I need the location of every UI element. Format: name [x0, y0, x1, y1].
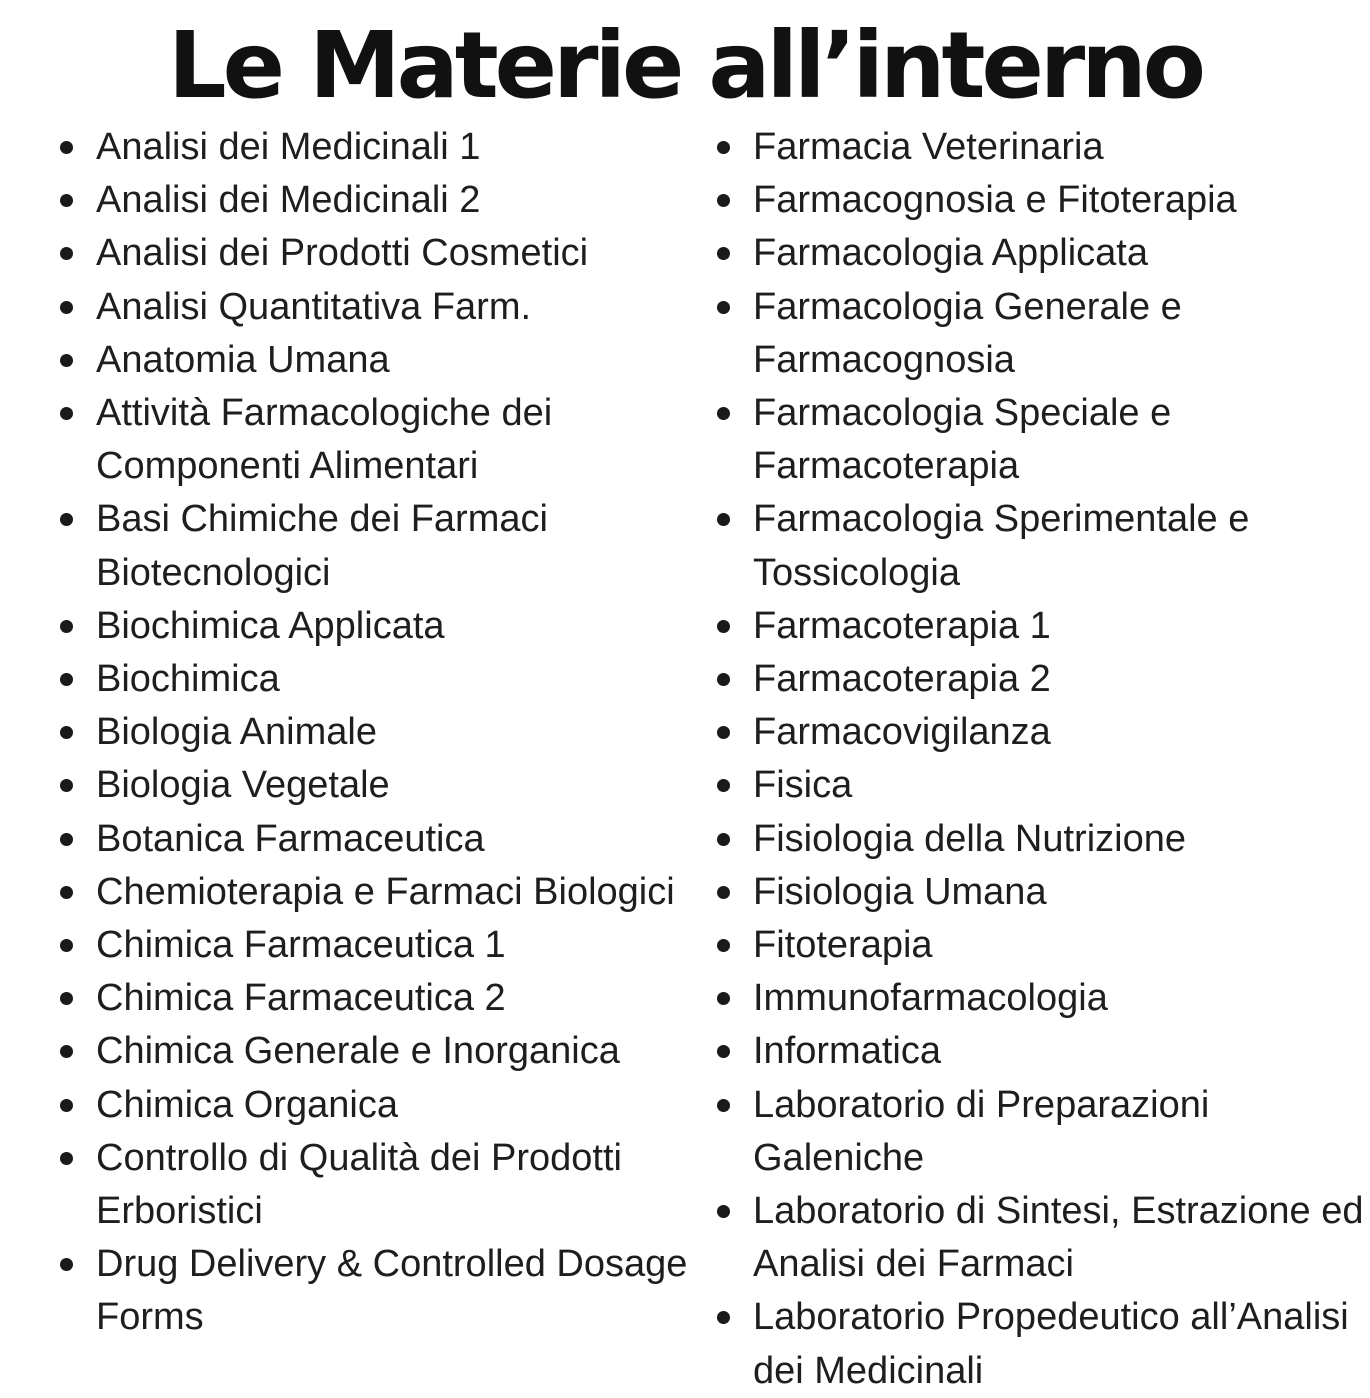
list-item: [96, 600, 716, 653]
list-item: [96, 759, 716, 812]
bullet-icon: [717, 939, 730, 952]
list-item: [96, 866, 716, 919]
subject-label: Fisica: [753, 764, 853, 807]
bullet-icon: [60, 407, 73, 420]
bullet-icon: [717, 1099, 730, 1112]
subject-label: Chimica Farmaceutica 1: [96, 924, 506, 967]
bullet-icon: [60, 620, 73, 633]
bullet-icon: [60, 513, 73, 526]
subject-label: Fisiologia della Nutrizione: [753, 817, 1186, 860]
subject-label: Controllo di Qualità dei Prodotti Erboristici: [96, 1136, 622, 1233]
list-item: [753, 759, 1365, 812]
list-item: [96, 813, 716, 866]
subject-label: Chimica Farmaceutica 2: [96, 977, 506, 1020]
list-item: [753, 813, 1365, 866]
list-item: [753, 1185, 1365, 1291]
bullet-icon: [717, 141, 730, 154]
list-item: [753, 866, 1365, 919]
list-item: [753, 1079, 1365, 1185]
subject-label: Analisi Quantitativa Farm.: [96, 285, 532, 328]
bullet-icon: [60, 141, 73, 154]
subject-label: Informatica: [753, 1030, 941, 1073]
bullet-icon: [60, 833, 73, 846]
subject-label: Farmacologia Applicata: [753, 232, 1148, 275]
bullet-icon: [717, 513, 730, 526]
list-item: [753, 281, 1365, 387]
subject-label: Laboratorio di Preparazioni Galeniche: [753, 1083, 1210, 1179]
bullet-icon: [717, 194, 730, 207]
subject-label: Anatomia Umana: [96, 338, 390, 381]
list-item: [753, 706, 1365, 759]
list-item: [753, 653, 1365, 706]
list-item: [753, 493, 1365, 599]
subject-label: Chimica Organica: [96, 1083, 398, 1126]
subject-label: Botanica Farmaceutica: [96, 817, 485, 860]
list-item: [96, 334, 716, 387]
subject-label: Analisi dei Prodotti Cosmetici: [96, 232, 589, 275]
subject-label: Analisi dei Medicinali 1: [96, 126, 481, 168]
list-item: [753, 227, 1365, 280]
subject-label: Biologia Vegetale: [96, 764, 390, 807]
bullet-icon: [717, 886, 730, 899]
bullet-icon: [717, 1311, 730, 1324]
bullet-icon: [717, 833, 730, 846]
list-item: [96, 1238, 716, 1344]
bullet-icon: [60, 939, 73, 952]
bullet-icon: [60, 726, 73, 739]
list-item: [96, 281, 716, 334]
subject-label: Laboratorio Propedeutico all’Analisi dei Medicinali: [753, 1296, 1349, 1392]
subject-label: Chemioterapia e Farmaci Biologici: [96, 870, 675, 913]
bullet-icon: [717, 779, 730, 792]
list-item: [753, 387, 1365, 493]
list-item: [753, 1291, 1365, 1397]
subject-label: Fisiologia Umana: [753, 870, 1047, 913]
subject-label: Basi Chimiche dei Farmaci Biotecnologici: [96, 498, 548, 594]
list-item: [96, 1025, 716, 1078]
list-item: [96, 919, 716, 972]
bullet-icon: [717, 1045, 730, 1058]
subject-label: Laboratorio di Sintesi, Estrazione ed Analisi dei Farmaci: [753, 1190, 1364, 1286]
subject-label: Fitoterapia: [753, 924, 933, 967]
list-item: [753, 1025, 1365, 1078]
subject-label: Farmacia Veterinaria: [753, 126, 1104, 168]
subject-label: Farmacologia Generale e Farmacognosia: [753, 285, 1182, 381]
subject-label: Farmacologia Speciale e Farmacoterapia: [753, 392, 1172, 488]
list-item: [96, 653, 716, 706]
bullet-icon: [60, 1045, 73, 1058]
subject-label: Farmacologia Sperimentale e Tossicologia: [753, 498, 1250, 594]
bullet-icon: [60, 992, 73, 1005]
list-item: [96, 227, 716, 280]
subject-label: Immunofarmacologia: [753, 977, 1108, 1020]
bullet-icon: [717, 620, 730, 633]
bullet-icon: [717, 1205, 730, 1218]
bullet-icon: [60, 673, 73, 686]
subject-label: Biologia Animale: [96, 711, 377, 754]
subject-label: Farmacoterapia 1: [753, 604, 1051, 647]
list-item: [753, 919, 1365, 972]
list-item: [96, 1079, 716, 1132]
subject-label: Attività Farmacologiche dei Componenti Alimentari: [96, 392, 553, 488]
list-item: [753, 972, 1365, 1025]
bullet-icon: [60, 354, 73, 367]
bullet-icon: [717, 301, 730, 314]
subject-label: Analisi dei Medicinali 2: [96, 179, 481, 222]
subjects-list-right: [753, 121, 1365, 1398]
bullet-icon: [717, 992, 730, 1005]
list-item: [96, 387, 716, 493]
subject-label: Farmacoterapia 2: [753, 658, 1051, 701]
subject-label: Biochimica Applicata: [96, 604, 445, 647]
page-title: Le Materie all’interno: [168, 12, 1202, 119]
bullet-icon: [717, 247, 730, 260]
list-item: [96, 121, 716, 174]
bullet-icon: [60, 886, 73, 899]
bullet-icon: [717, 673, 730, 686]
subject-label: Biochimica: [96, 658, 280, 701]
bullet-icon: [60, 247, 73, 260]
bullet-icon: [60, 779, 73, 792]
bullet-icon: [60, 301, 73, 314]
list-item: [753, 600, 1365, 653]
bullet-icon: [60, 1258, 73, 1271]
list-item: [96, 706, 716, 759]
bullet-icon: [60, 1152, 73, 1165]
subject-label: Drug Delivery & Controlled Dosage Forms: [96, 1243, 688, 1339]
list-item: [96, 174, 716, 227]
list-item: [753, 121, 1365, 174]
list-item: [96, 1132, 716, 1238]
list-item: [753, 174, 1365, 227]
list-item: [96, 972, 716, 1025]
subject-label: Farmacovigilanza: [753, 711, 1051, 754]
bullet-icon: [60, 1099, 73, 1112]
bullet-icon: [60, 194, 73, 207]
subject-label: Chimica Generale e Inorganica: [96, 1030, 620, 1073]
list-item: [96, 493, 716, 599]
bullet-icon: [717, 407, 730, 420]
bullet-icon: [717, 726, 730, 739]
subject-label: Farmacognosia e Fitoterapia: [753, 179, 1237, 222]
subjects-list-left: [96, 121, 716, 1345]
